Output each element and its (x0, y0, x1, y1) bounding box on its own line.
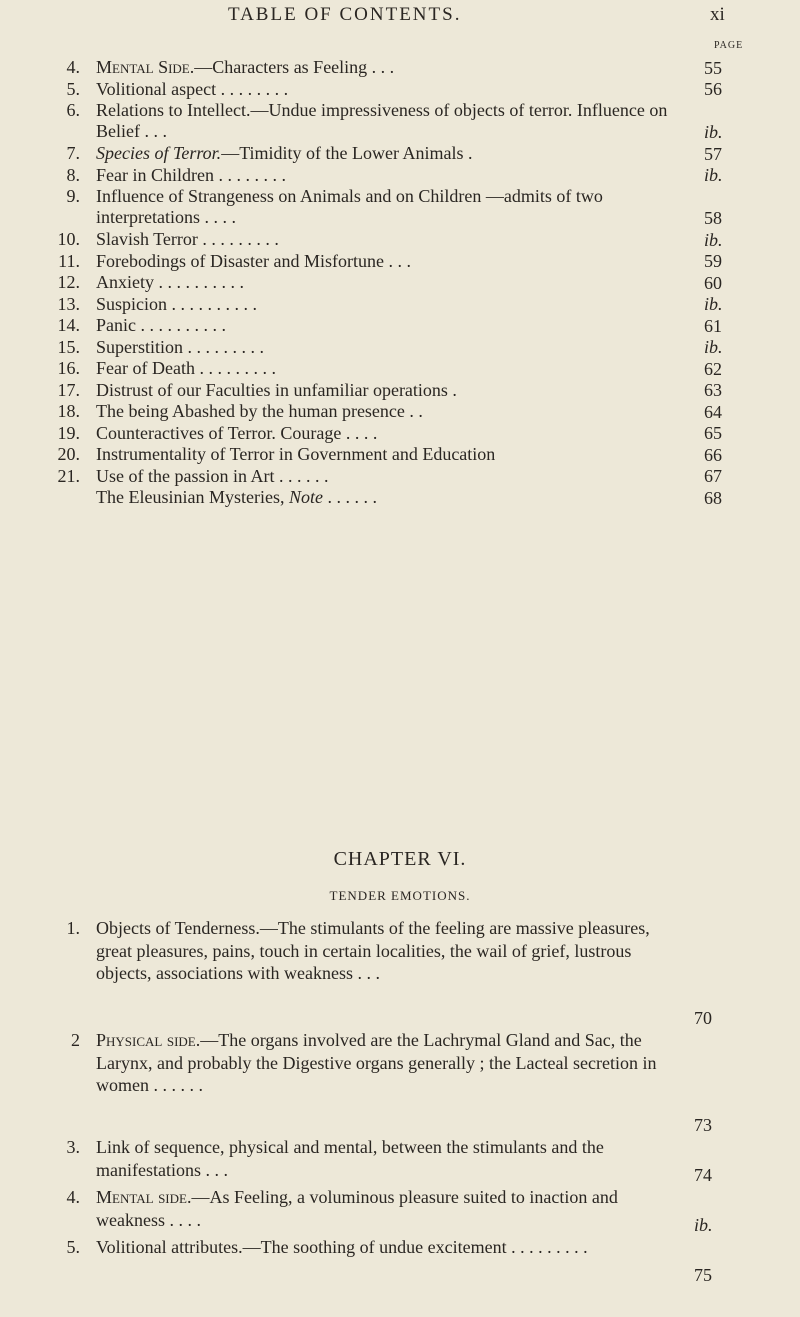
entry-italic: Note (288, 487, 323, 507)
toc-entry (40, 165, 740, 187)
entry-tail: . . . . . . (322, 487, 377, 507)
entry-page: ib. (704, 165, 723, 185)
entry-number: 5. (66, 78, 80, 99)
entry-text: —Timidity of the Lower Animals . (221, 143, 473, 163)
running-head (0, 4, 800, 28)
toc-entry (40, 380, 740, 402)
toc-entry (40, 401, 740, 423)
entry-page: 64 (704, 401, 722, 422)
entry-number: 2 (71, 1030, 80, 1050)
entry-page: 56 (704, 79, 722, 99)
page-number: xi (710, 4, 725, 25)
entry-number: 4. (66, 1187, 80, 1207)
toc-entry (40, 1186, 740, 1236)
toc-entry (40, 143, 740, 165)
entry-page: 59 (704, 251, 722, 271)
toc-entry (40, 1136, 740, 1186)
toc-entry (40, 423, 740, 445)
entry-number: 16. (57, 358, 80, 378)
entry-page: 60 (704, 272, 722, 293)
entry-text: Anxiety . . . . . . . . . . (96, 272, 244, 292)
entry-page: 57 (704, 143, 722, 164)
toc-entry (40, 487, 740, 509)
chapter-title: CHAPTER VI. (333, 848, 467, 870)
entry-text: Distrust of our Faculties in unfamiliar operations . (96, 379, 457, 400)
toc-entry (40, 1029, 740, 1136)
entry-text: —As Feeling, a voluminous pleasure suited to inaction and weakness . . . . (96, 1187, 618, 1230)
entry-page: 75 (694, 1264, 712, 1285)
entry-page: 73 (694, 1114, 712, 1135)
chapter-subtitle: TENDER EMOTIONS. (329, 888, 471, 903)
toc-entry (40, 251, 740, 273)
toc-entry (40, 57, 740, 79)
toc-entry (40, 315, 740, 337)
entry-text: Volitional aspect . . . . . . . . (96, 78, 289, 99)
entry-page: ib. (704, 337, 723, 357)
entry-text: Suspicion . . . . . . . . . . (96, 293, 258, 314)
toc-entry (40, 466, 740, 488)
entry-number: 21. (57, 465, 80, 486)
entry-number: 12. (57, 272, 80, 292)
toc-list-bottom (40, 917, 740, 1286)
toc-entry (40, 186, 740, 229)
toc-entry (40, 100, 740, 143)
entry-page: 67 (704, 466, 722, 486)
entry-text: —The organs involved are the Lachrymal Gland and Sac, the Larynx, and probably the Digestive organs generally ; the Lacteal secretion in women . . . . . . (96, 1030, 657, 1095)
entry-page: 58 (704, 208, 722, 228)
entry-italic: Species of Terror. (96, 143, 222, 163)
page-column-label: PAGE (714, 40, 744, 51)
entry-number: 11. (58, 250, 80, 271)
entry-page: 55 (704, 57, 722, 78)
entry-text: Forebodings of Disaster and Misfortune . . . (96, 250, 411, 271)
entry-page: 74 (694, 1164, 712, 1185)
entry-number: 8. (66, 164, 80, 185)
entry-text: The being Abashed by the human presence . . (96, 401, 423, 421)
entry-number: 10. (57, 229, 80, 249)
entry-lead: Mental Side. (96, 57, 195, 77)
entry-number: 18. (57, 401, 80, 421)
entry-page: ib. (704, 122, 723, 142)
toc-entry (40, 229, 740, 251)
entry-number: 3. (66, 1137, 80, 1157)
entry-page: 66 (704, 444, 722, 465)
entry-number: 15. (57, 336, 80, 357)
entry-number: 14. (57, 315, 80, 335)
entry-number: 17. (57, 379, 80, 400)
entry-text: Slavish Terror . . . . . . . . . (96, 229, 279, 249)
entry-page: 70 (694, 1007, 712, 1028)
entry-number: 5. (66, 1237, 80, 1257)
entry-text: Use of the passion in Art . . . . . . (96, 465, 329, 486)
entry-number: 4. (66, 57, 80, 77)
toc-entry (40, 1236, 740, 1286)
entry-number: 1. (66, 918, 80, 938)
entry-text: Influence of Strangeness on Animals and on Children —admits of two interpretations . . . . (96, 186, 603, 227)
entry-number: 9. (66, 186, 80, 206)
entry-text: Instrumentality of Terror in Government and Education (96, 444, 496, 464)
entry-lead: Physical side. (96, 1030, 201, 1050)
toc-list-top (40, 57, 740, 509)
entry-number: 20. (57, 444, 80, 464)
entry-text: Superstition . . . . . . . . . (96, 336, 265, 357)
entry-page: 65 (704, 423, 722, 443)
entry-page: 62 (704, 358, 722, 379)
entry-text: Panic . . . . . . . . . . (96, 315, 226, 335)
toc-entry (40, 294, 740, 316)
toc-entry (40, 444, 740, 466)
toc-entry (40, 272, 740, 294)
entry-text: Counteractives of Terror. Courage . . . . (96, 422, 378, 443)
entry-page: 63 (704, 380, 722, 400)
entry-text: Objects of Tenderness.—The stimulants of the feeling are massive pleasures, great pleasures, pains, touch in certain localities, the wail of grief, lustrous objects, associations with weakness . . . (96, 918, 650, 983)
entry-text: Fear of Death . . . . . . . . . (96, 358, 276, 378)
entry-page: 68 (704, 487, 722, 508)
entry-text: Relations to Intellect.—Undue impressiveness of objects of terror. Influence on Belief . . . (96, 100, 668, 141)
entry-page: 61 (704, 315, 722, 336)
entry-page: ib. (704, 294, 723, 314)
entry-number: 7. (66, 143, 80, 163)
entry-lead: Mental side. (96, 1187, 192, 1207)
entry-number: 6. (66, 100, 80, 120)
toc-entry (40, 79, 740, 101)
entry-text: The Eleusinian Mysteries, (96, 487, 285, 507)
toc-entry (40, 337, 740, 359)
entry-page: ib. (694, 1214, 713, 1235)
running-title: TABLE OF CONTENTS. (228, 4, 462, 25)
entry-text: Volitional attributes.—The soothing of undue excitement . . . . . . . . . (96, 1237, 588, 1257)
entry-text: —Characters as Feeling . . . (194, 57, 395, 77)
toc-entry (40, 917, 740, 1029)
entry-text: Fear in Children . . . . . . . . (96, 164, 286, 185)
entry-number: 19. (57, 422, 80, 443)
entry-page: ib. (704, 229, 723, 250)
entry-text: Link of sequence, physical and mental, between the stimulants and the manifestations . . . (96, 1137, 604, 1180)
entry-number: 13. (57, 293, 80, 314)
toc-entry (40, 358, 740, 380)
